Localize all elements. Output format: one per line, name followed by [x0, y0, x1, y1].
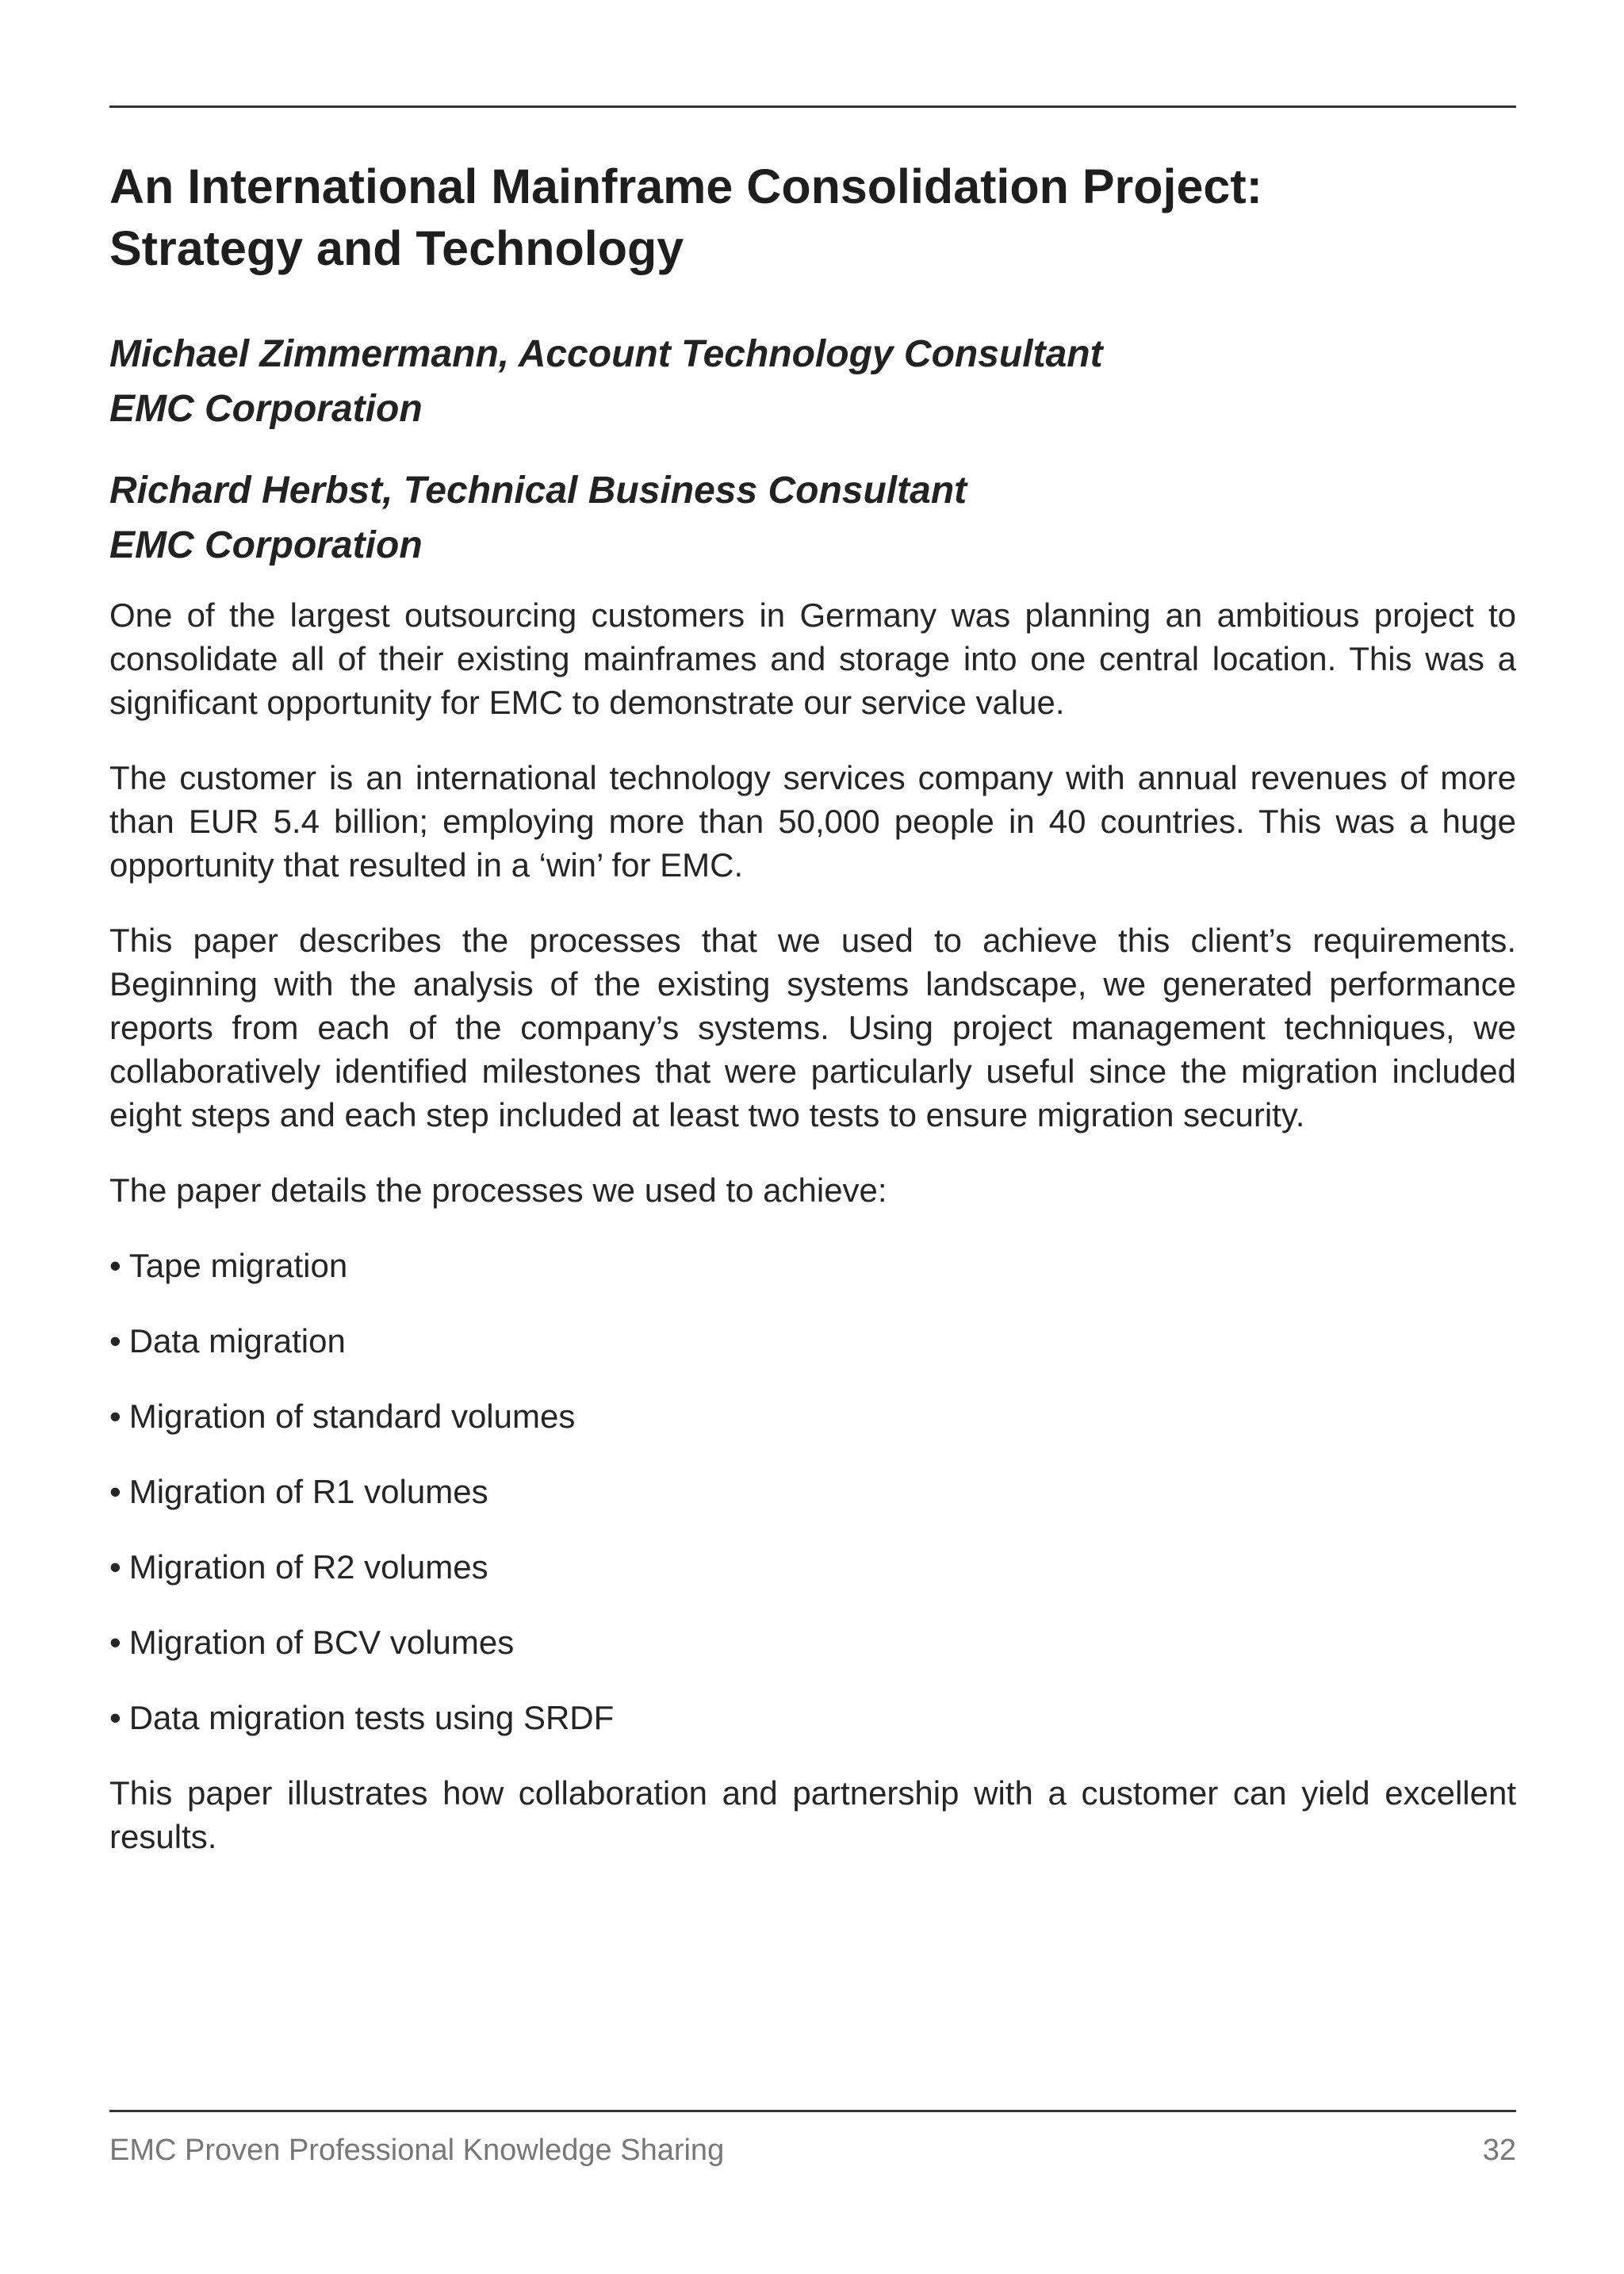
- footer-publication: EMC Proven Professional Knowledge Sharing: [109, 2134, 725, 2167]
- paragraph-closing: This paper illustrates how collaboration and partnership with a customer can yield excellent results.: [109, 1774, 1516, 1855]
- document-page: [109, 0, 1516, 2274]
- paper-title-line-2: Strategy and Technology: [109, 221, 684, 275]
- list-item-text: Data migration: [128, 1322, 346, 1359]
- list-item: [109, 1244, 1516, 1287]
- list-item: [109, 1394, 1516, 1438]
- list-item-text: Tape migration: [128, 1247, 348, 1284]
- bullet-icon: •: [109, 1548, 121, 1586]
- page-number: 32: [1482, 2134, 1516, 2167]
- list-item: [109, 1696, 1516, 1739]
- bullet-icon: •: [109, 1247, 121, 1284]
- top-rule: [109, 105, 1516, 108]
- paragraph-customer: The customer is an international technology services company with annual revenues of more than EUR 5.4 billion; employing more than 50,000 people in 40 countries. This was a huge opportunity that resulted in a ‘win’ for EMC.: [109, 759, 1516, 884]
- list-item: [109, 1545, 1516, 1589]
- list-item-text: Migration of R1 volumes: [128, 1473, 488, 1510]
- footer-rule: [109, 2110, 1516, 2112]
- list-item: [109, 1470, 1516, 1513]
- list-item-text: Data migration tests using SRDF: [128, 1699, 615, 1736]
- paragraph-details-lead: The paper details the processes we used to achieve:: [109, 1172, 887, 1209]
- paragraph-process: This paper describes the processes that we used to achieve this client’s requirements. Beginning with the analysis of the existing systems landscape, we generated performance reports from each of the company’s systems. Using project management techniques, we collaboratively identified milestones that were particularly useful since the migration included eight steps and each step included at least two tests to ensure migration security.: [109, 922, 1516, 1133]
- list-item-text: Migration of BCV volumes: [128, 1624, 515, 1661]
- list-item-text: Migration of standard volumes: [128, 1398, 576, 1435]
- bullet-icon: •: [109, 1473, 121, 1510]
- author-block-1: [109, 327, 1516, 436]
- bullet-icon: •: [109, 1699, 121, 1736]
- bullet-icon: •: [109, 1624, 121, 1661]
- author-company: EMC Corporation: [109, 388, 423, 430]
- list-item-text: Migration of R2 volumes: [128, 1548, 488, 1586]
- author-block-2: [109, 463, 1516, 573]
- author-name-role: Michael Zimmermann, Account Technology Consultant: [109, 333, 1103, 375]
- list-item: [109, 1319, 1516, 1363]
- bullet-icon: •: [109, 1398, 121, 1435]
- list-item: [109, 1620, 1516, 1664]
- paper-title: [109, 155, 1516, 279]
- bullet-icon: •: [109, 1322, 121, 1359]
- abstract-body: [109, 593, 1516, 1890]
- paragraph-intro: One of the largest outsourcing customers in Germany was planning an ambitious project to consolidate all of their existing mainframes and storage into one central location. This was a significant opportunity for EMC to demonstrate our service value.: [109, 596, 1516, 721]
- author-company: EMC Corporation: [109, 524, 423, 566]
- paper-title-line-1: An International Mainframe Consolidation Project:: [109, 159, 1262, 213]
- author-name-role: Richard Herbst, Technical Business Consultant: [109, 470, 967, 512]
